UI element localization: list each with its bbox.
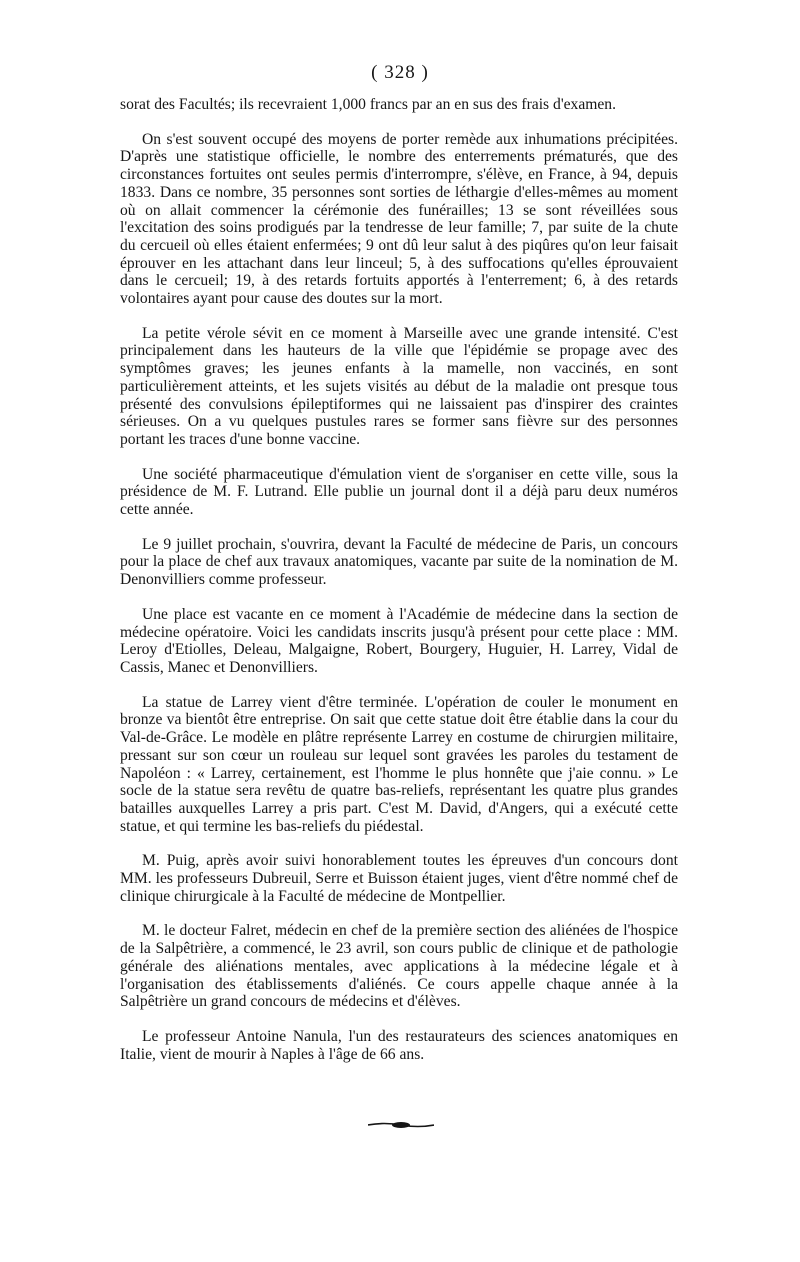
page-number: ( 328 ) [371,62,429,83]
paragraph-gap [120,114,678,131]
paragraph-premature-burials: On s'est souvent occupé des moyens de porter remède aux inhumations précipitées. D'après une statistique officielle, le nombre des enterrements prématurés, que des circonstances fortuites ont seules permis d'interrompre, s'élève, en France, à 94, depuis 1833. Dans ce nombre, 35 personnes sont sorties de léthargie d'elles-mêmes au moment où on allait commencer la cérémonie des funérailles; 13 se sont réveillées sous l'excitation des soins prodigués par la tendresse de leur famille; 7, par suite de la chute du cercueil où elles étaient enfermées; 9 ont dû leur salut à des piqûres qu'on leur faisait éprouver en les attachant dans leur linceul; 5, à des suffocations qu'elles éprouvaient dans le cercueil; 19, à des retards fortuits apportés à l'enterrement; 6, à des retards volontaires ayant pour cause des doutes sur la mort. [120,130,678,308]
paragraph-gap [120,905,678,922]
paragraph-puig-nomination: M. Puig, après avoir suivi honorablement toutes les épreuves d'un concours dont MM. les professeurs Dubreuil, Serre et Buisson étaient juges, vient d'être nommé chef de clinique chirurgicale à la Faculté de médecine de Montpellier. [120,852,678,905]
ornament-divider [368,1121,434,1129]
paragraph-pharmaceutical-society: Une société pharmaceutique d'émulation vient de s'organiser en cette ville, sous la présidence de M. F. Lutrand. Elle publie un journal dont il a déjà paru deux numéros cette année. [120,465,678,519]
paragraph-gap [120,308,678,325]
paragraph-falret-course: M. le docteur Falret, médecin en chef de la première section des aliénées de l'hospice de la Salpêtrière, a commencé, le 23 avril, son cours public de clinique et de pathologie générale des aliénations mentales, avec applications à la médecine légale et à l'organisation des établissements d'aliénés. Ce cours appelle chaque année à la Salpêtrière un grand concours de médecins et d'élèves. [120,922,678,1011]
paragraph-continuation: sorat des Facultés; ils recevraient 1,000 francs par an en sus des frais d'examen. [120,96,617,113]
paragraph-gap [120,449,678,466]
paragraph-anatomy-concours: Le 9 juillet prochain, s'ouvrira, devant la Faculté de médecine de Paris, un concours pour la place de chef aux travaux anatomiques, vacante par suite de la nomination de M. Denonvilliers comme professeur. [120,535,678,589]
paragraph-gap [120,1011,678,1028]
paragraph-larrey-statue: La statue de Larrey vient d'être terminée. L'opération de couler le monument en bronze va bientôt être entreprise. On sait que cette statue doit être établie dans la cour du Val-de-Grâce. Le modèle en plâtre représente Larrey en costume de chirurgien militaire, pressant sur son cœur un rouleau sur lequel sont gravées les paroles du testament de Napoléon : « Larrey, certainement, est l'homme le plus honnête que j'aie connu. » Le socle de la statue sera revêtu de quatre bas-reliefs, représentant les quatre plus grandes batailles auxquelles Larrey a pris part. C'est M. David, d'Angers, qui a exécuté cette statue, et qui termine les bas-reliefs du piédestal. [120,693,678,835]
paragraph-gap [120,677,678,694]
text-column [120,96,678,1063]
paragraph-gap [120,519,678,536]
paragraph-nanula-death: Le professeur Antoine Nanula, l'un des restaurateurs des sciences anatomiques en Italie, vient de mourir à Naples à l'âge de 66 ans. [120,1027,678,1063]
paragraph-gap [120,835,678,852]
paragraph-academie-vacancy: Une place est vacante en ce moment à l'Académie de médecine dans la section de médecine opératoire. Voici les candidats inscrits jusqu'à présent pour cette place : MM. Leroy d'Etiolles, Deleau, Malgaigne, Robert, Bourgery, Huguier, H. Larrey, Vidal de Cassis, Manec et Denonvilliers. [120,605,678,676]
paragraph-smallpox-marseille: La petite vérole sévit en ce moment à Marseille avec une grande intensité. C'est principalement dans les hauteurs de la ville que l'épidémie se propage avec des symptômes graves; les jeunes enfants à la mamelle, non vaccinés, en sont particulièrement atteints, et les sujets visités au début de la maladie ont presque tous présenté des convulsions épileptiformes qui ne laissaient pas d'inspirer des craintes sérieuses. On a vu quelques pustules rares se former sans fièvre sur des personnes portant les traces d'une bonne vaccine. [120,324,678,448]
paragraph-gap [120,589,678,606]
